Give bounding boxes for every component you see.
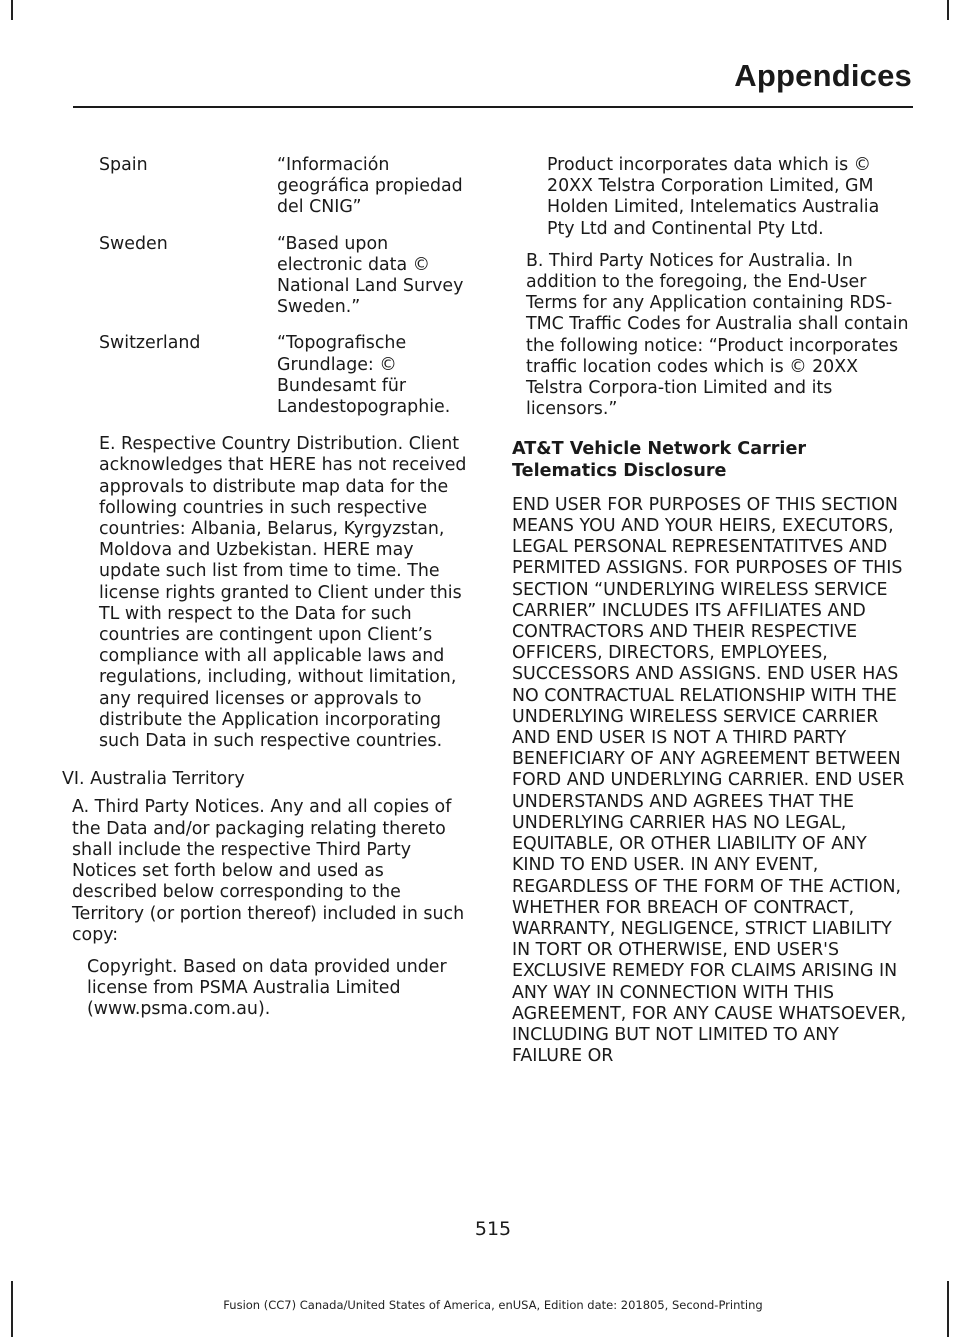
country-notice: “Información geográfica propiedad del CNIG” <box>277 155 463 218</box>
page-title: Appendices <box>734 58 912 93</box>
page-number: 515 <box>474 1218 512 1240</box>
att-disclosure-heading: AT&T Vehicle Network Carrier Telematics Disclosure <box>512 439 807 481</box>
right-column <box>512 155 912 1067</box>
header-divider <box>73 106 913 108</box>
section-vi-heading: VI. Australia Territory <box>62 769 245 790</box>
country-notice-row <box>99 234 469 319</box>
country-name: Spain <box>99 155 148 175</box>
section-e-paragraph: E. Respective Country Distribution. Client acknowledges that HERE has not received approvals to distribute map data for the following countries in such respective countries: Albania, Belarus, Kyrgyzstan, Moldova and Uzbekistan. HERE may update such list from time to time. The license rights granted to Client under this TL with respect to the Data for such countries are contingent upon Client’s compliance with all applicable laws and regulations, including, without limitation, any required licenses or approvals to distribute the Application incorporating such Data in such respective countries. <box>99 434 467 752</box>
country-notice: “Based upon electronic data © National Land Survey Sweden.” <box>277 233 464 318</box>
country-name: Switzerland <box>99 333 201 354</box>
copyright-notice: Copyright. Based on data provided under license from PSMA Australia Limited (www.psma.com.au). <box>87 956 447 1020</box>
section-vi-a-paragraph: A. Third Party Notices. Any and all copies of the Data and/or packaging relating thereto shall include the respective Third Party Notices set forth below and used as described below corresponding to the Territory (or portion thereof) included in such copy: <box>72 797 465 945</box>
country-notice: “Topografische Grundlage: © Bundesamt für Landestopographie. <box>277 333 451 418</box>
left-column <box>62 155 469 1021</box>
footer-edition-info: Fusion (CC7) Canada/United States of America, enUSA, Edition date: 201805, Second-Printing <box>223 1298 763 1312</box>
att-disclosure-body: END USER FOR PURPOSES OF THIS SECTION MEANS YOU AND YOUR HEIRS, EXECUTORS, LEGAL PERSONAL REPRESENTATITVES AND PERMITED ASSIGNS. FOR PURPOSES OF THIS SECTION “UNDERLYING WIRELESS SERVICE CARRIER” INCLUDES ITS AFFILIATES AND CONTRACTORS AND THEIR RESPECTIVE OFFICERS, DIRECTORS, EMPLOYEES, SUCCESSORS AND ASSIGNS. END USER HAS NO CONTRACTUAL RELATIONSHIP WITH THE UNDERLYING WIRELESS SERVICE CARRIER AND END USER IS NOT A THIRD PARTY BENEFICIARY OF ANY AGREEMENT BETWEEN FORD AND UNDERLYING CARRIER. END USER UNDERSTANDS AND AGREES THAT THE UNDERLYING CARRIER HAS NO LEGAL, EQUITABLE, OR OTHER LIABILITY OF ANY KIND TO END USER. IN ANY EVENT, REGARDLESS OF THE FORM OF THE ACTION, WHETHER FOR BREACH OF CONTRACT, WARRANTY, NEGLIGENCE, STRICT LIABILITY IN TORT OR OTHERWISE, END USER'S EXCLUSIVE REMEDY FOR CLAIMS ARISING IN ANY WAY IN CONNECTION WITH THIS AGREEMENT, FOR ANY CAUSE WHATSOEVER, INCLUDING BUT NOT LIMITED TO ANY FAILURE OR <box>512 494 907 1067</box>
crop-mark <box>11 0 13 20</box>
country-notice-row <box>99 333 469 418</box>
section-vi-b-paragraph: B. Third Party Notices for Australia. In addition to the foregoing, the End-User Terms for any Application containing RDS-TMC Traffic Codes for Australia shall contain the following notice: “Product incorporates traffic location codes which is © 20XX Telstra Corpora-tion Limited and its licensors.” <box>526 250 909 420</box>
country-name: Sweden <box>99 233 168 254</box>
crop-mark <box>947 0 949 20</box>
product-notice: Product incorporates data which is © 20XX Telstra Corporation Limited, GM Holden Limited, Intelematics Australia Pty Ltd and Continental Pty Ltd. <box>547 155 880 239</box>
country-notice-row <box>99 155 469 219</box>
